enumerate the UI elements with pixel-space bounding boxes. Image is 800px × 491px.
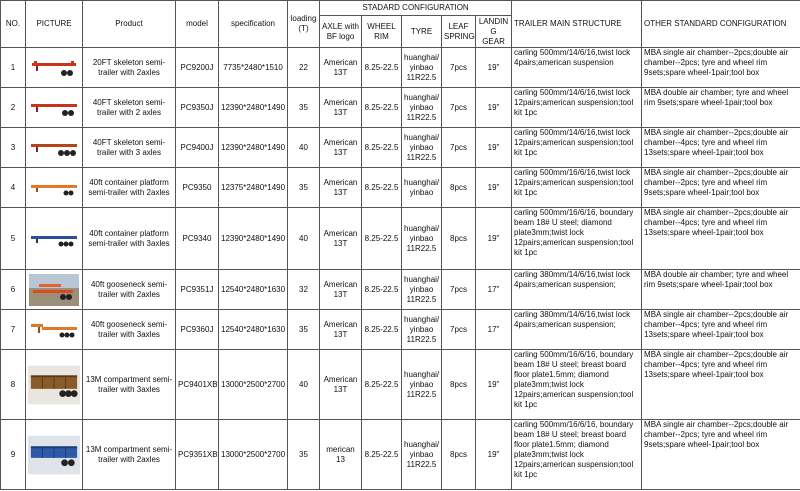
cell-landing-gear: 17" (476, 310, 512, 350)
cell-loading: 40 (288, 128, 320, 168)
table-row (1, 270, 800, 310)
cell-specification: 12540*2480*1630 (219, 270, 288, 310)
cell-tyre: huanghai/ yinbao 11R22.5 (402, 128, 442, 168)
gooseneck-trailer-yard-photo (26, 270, 83, 310)
cell-landing-gear: 19" (476, 350, 512, 420)
cell-landing-gear: 19" (476, 168, 512, 208)
brown-compartment-trailer-photo (26, 350, 83, 420)
red-skeleton-trailer-photo (26, 48, 83, 88)
cell-axle: merican 13 (320, 420, 362, 490)
cell-no: 1 (1, 48, 26, 88)
cell-axle: American 13T (320, 310, 362, 350)
cell-leaf-spring: 7pcs (442, 128, 476, 168)
cell-other-configuration: MBA single air chamber--2pcs;double air chamber--2pcs; tyre and wheel rim 9sets;spare wheel-1pair;tool box (642, 420, 800, 490)
table-row (1, 208, 800, 270)
cell-leaf-spring: 8pcs (442, 168, 476, 208)
cell-leaf-spring: 8pcs (442, 208, 476, 270)
cell-other-configuration: MBA double air chamber; tyre and wheel rim 9sets;spare wheel-1pair;tool box (642, 270, 800, 310)
cell-no: 2 (1, 88, 26, 128)
cell-other-configuration: MBA single air chamber--2pcs;double air chamber--4pcs; tyre and wheel rim 13sets;spare wheel-1pair;tool box (642, 208, 800, 270)
table-row (1, 350, 800, 420)
cell-wheel-rim: 8.25-22.5 (362, 350, 402, 420)
red-skeleton-trailer-photo (26, 128, 83, 168)
cell-other-configuration: MBA single air chamber--2pcs;double air chamber--2pcs; tyre and wheel rim 9sets;spare wheel-1pair;tool box (642, 168, 800, 208)
cell-model: PC9360J (176, 310, 219, 350)
cell-leaf-spring: 7pcs (442, 270, 476, 310)
cell-product: 40FT skeleton semi-trailer with 2 axles (83, 88, 176, 128)
cell-axle: American 13T (320, 208, 362, 270)
cell-model: PC9400J (176, 128, 219, 168)
header-row-top (1, 1, 800, 16)
cell-tyre: huanghai/ yinbao (402, 168, 442, 208)
cell-product: 40ft container platform semi-trailer with 2axles (83, 168, 176, 208)
header-wheel-rim: WHEEL RIM (362, 16, 402, 48)
table-row (1, 88, 800, 128)
cell-leaf-spring: 7pcs (442, 88, 476, 128)
cell-tyre: huanghai/ yinbao 11R22.5 (402, 310, 442, 350)
cell-loading: 35 (288, 420, 320, 490)
cell-axle: American 13T (320, 48, 362, 88)
table-row (1, 128, 800, 168)
cell-no: 7 (1, 310, 26, 350)
header-axle: AXLE with BF logo (320, 16, 362, 48)
orange-platform-trailer-photo (26, 168, 83, 208)
cell-wheel-rim: 8.25-22.5 (362, 208, 402, 270)
cell-axle: American 13T (320, 270, 362, 310)
blue-platform-trailer-photo (26, 208, 83, 270)
cell-landing-gear: 19" (476, 208, 512, 270)
header-leaf-spring: LEAF SPRING (442, 16, 476, 48)
cell-tyre: huanghai/ yinbao 11R22.5 (402, 48, 442, 88)
header-product: Product (83, 1, 176, 48)
cell-other-configuration: MBA single air chamber--2pcs;double air chamber--4pcs; tyre and wheel rim 13sets;spare wheel-1pair;tool box (642, 350, 800, 420)
cell-landing-gear: 19" (476, 128, 512, 168)
cell-landing-gear: 17" (476, 270, 512, 310)
cell-main-structure: carling 500mm/16/6/16, boundary beam 18# U steel; diamond plate3mm;twist lock 12pairs;american suspension;tool kit 1pc (512, 208, 642, 270)
cell-loading: 35 (288, 168, 320, 208)
header-standard-configuration: STADARD CONFIGURATION (320, 1, 512, 16)
cell-axle: American 13T (320, 128, 362, 168)
cell-no: 4 (1, 168, 26, 208)
cell-other-configuration: MBA single air chamber--2pcs;double air chamber--4pcs; tyre and wheel rim 13sets;spare wheel-1pair;tool box (642, 128, 800, 168)
cell-product: 40FT skeleton semi-trailer with 3 axles (83, 128, 176, 168)
cell-tyre: huanghai/ yinbao 11R22.5 (402, 208, 442, 270)
cell-landing-gear: 19" (476, 420, 512, 490)
cell-main-structure: carling 500mm/14/6/16,twist lock 12pairs;american suspension;tool kit 1pc (512, 88, 642, 128)
cell-other-configuration: MBA double air chamber; tyre and wheel rim 9sets;spare wheel-1pair;tool box (642, 88, 800, 128)
cell-main-structure: carling 380mm/14/6/16,twist lock 4pairs;american suspension; (512, 310, 642, 350)
cell-main-structure: carling 500mm/16/6/16,twist lock 12pairs;american suspension;tool kit 1pc (512, 168, 642, 208)
cell-model: PC9200J (176, 48, 219, 88)
cell-loading: 35 (288, 310, 320, 350)
cell-leaf-spring: 8pcs (442, 420, 476, 490)
cell-no: 6 (1, 270, 26, 310)
cell-model: PC9350 (176, 168, 219, 208)
red-skeleton-trailer-photo (26, 88, 83, 128)
cell-main-structure: carling 500mm/14/6/16,twist lock 12pairs;american suspension;tool kit 1pc (512, 128, 642, 168)
cell-other-configuration: MBA single air chamber--2pcs;double air chamber--4pcs; tyre and wheel rim 13sets;spare wheel-1pair;tool box (642, 310, 800, 350)
cell-main-structure: carling 500mm/14/6/16,twist lock 4pairs;american suspension (512, 48, 642, 88)
table-row (1, 310, 800, 350)
cell-specification: 12375*2480*1490 (219, 168, 288, 208)
cell-product: 20FT skeleton semi-trailer with 2axles (83, 48, 176, 88)
cell-wheel-rim: 8.25-22.5 (362, 48, 402, 88)
blue-compartment-trailer-photo (26, 420, 83, 490)
cell-model: PC9351XB (176, 420, 219, 490)
cell-landing-gear: 19" (476, 48, 512, 88)
cell-loading: 40 (288, 208, 320, 270)
cell-model: PC9350J (176, 88, 219, 128)
cell-no: 3 (1, 128, 26, 168)
cell-product: 40ft gooseneck semi-trailer with 2axles (83, 270, 176, 310)
cell-other-configuration: MBA single air chamber--2pcs;double air chamber--2pcs; tyre and wheel rim 9sets;spare wheel-1pair;tool box (642, 48, 800, 88)
cell-tyre: huanghai/ yinbao 11R22.5 (402, 270, 442, 310)
table-row (1, 168, 800, 208)
cell-wheel-rim: 8.25-22.5 (362, 270, 402, 310)
cell-loading: 32 (288, 270, 320, 310)
cell-axle: American 13T (320, 88, 362, 128)
cell-model: PC9351J (176, 270, 219, 310)
cell-loading: 22 (288, 48, 320, 88)
cell-no: 5 (1, 208, 26, 270)
cell-main-structure: carling 380mm/14/6/16,twist lock 4pairs;american suspension; (512, 270, 642, 310)
cell-leaf-spring: 8pcs (442, 350, 476, 420)
cell-product: 40ft gooseneck semi-trailer with 3axles (83, 310, 176, 350)
cell-specification: 7735*2480*1510 (219, 48, 288, 88)
header-tyre: TYRE (402, 16, 442, 48)
cell-wheel-rim: 8.25-22.5 (362, 168, 402, 208)
cell-wheel-rim: 8.25-22.5 (362, 420, 402, 490)
cell-specification: 12390*2480*1490 (219, 208, 288, 270)
header-no: NO. (1, 1, 26, 48)
orange-gooseneck-trailer-photo (26, 310, 83, 350)
header-picture: PICTURE (26, 1, 83, 48)
cell-tyre: huanghai/ yinbao 11R22.5 (402, 420, 442, 490)
header-main-structure: TRAILER MAIN STRUCTURE (512, 1, 642, 48)
cell-loading: 40 (288, 350, 320, 420)
cell-wheel-rim: 8.25-22.5 (362, 128, 402, 168)
header-model: model (176, 1, 219, 48)
cell-specification: 12390*2480*1490 (219, 88, 288, 128)
cell-specification: 12390*2480*1490 (219, 128, 288, 168)
cell-wheel-rim: 8.25-22.5 (362, 88, 402, 128)
cell-leaf-spring: 7pcs (442, 48, 476, 88)
header-specification: specification (219, 1, 288, 48)
cell-specification: 13000*2500*2700 (219, 420, 288, 490)
table-row (1, 420, 800, 490)
cell-tyre: huanghai/ yinbao 11R22.5 (402, 88, 442, 128)
cell-tyre: huanghai/ yinbao 11R22.5 (402, 350, 442, 420)
cell-wheel-rim: 8.25-22.5 (362, 310, 402, 350)
header-landing-gear: LANDIN G GEAR (476, 16, 512, 48)
header-other-configuration: OTHER STANDARD CONFIGURATION (642, 1, 800, 48)
cell-axle: American 13T (320, 168, 362, 208)
cell-specification: 12540*2480*1630 (219, 310, 288, 350)
cell-no: 9 (1, 420, 26, 490)
cell-product: 13M compartment semi-trailer with 2axles (83, 420, 176, 490)
cell-main-structure: carling 500mm/16/6/16, boundary beam 18# U steel; breast board floor plate1.5mm; diamond plate3mm;twist lock 12pairs;american suspension;tool kit 1pc (512, 350, 642, 420)
cell-product: 40ft container platform semi-trailer with 3axles (83, 208, 176, 270)
cell-landing-gear: 19" (476, 88, 512, 128)
cell-leaf-spring: 7pcs (442, 310, 476, 350)
cell-no: 8 (1, 350, 26, 420)
cell-loading: 35 (288, 88, 320, 128)
cell-model: PC9401XB (176, 350, 219, 420)
cell-axle: American 13T (320, 350, 362, 420)
header-loading: loading (T) (288, 1, 320, 48)
cell-main-structure: carling 500mm/16/6/16, boundary beam 18# U steel; breast board floor plate1.5mm; diamond plate3mm;twist lock 12pairs;american suspension;tool kit 1pc (512, 420, 642, 490)
cell-product: 13M compartment semi-trailer with 3axles (83, 350, 176, 420)
cell-model: PC9340 (176, 208, 219, 270)
table-row (1, 48, 800, 88)
cell-specification: 13000*2500*2700 (219, 350, 288, 420)
